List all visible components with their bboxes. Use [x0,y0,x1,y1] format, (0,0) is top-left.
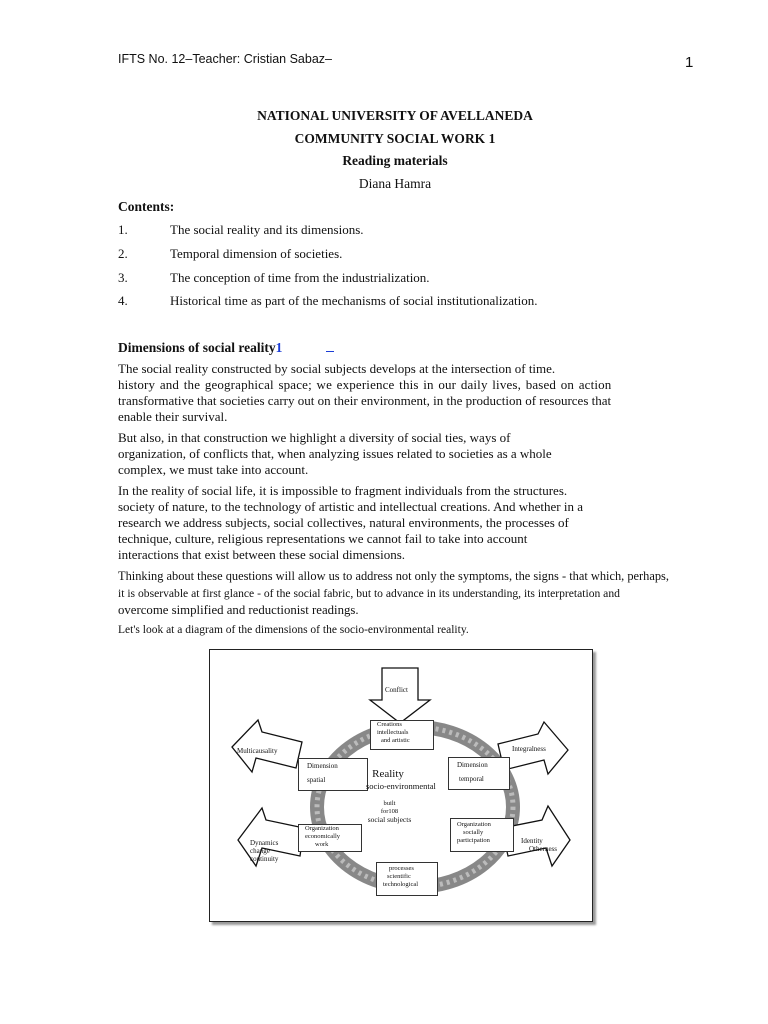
socio-environmental-diagram [209,649,593,922]
text-line: complex, we must take into account. [118,462,309,477]
box-social-organization [450,818,514,852]
conflict-arrow [370,668,430,723]
box-line: Dimension [307,762,338,770]
center-reality [358,768,436,792]
contents-item [118,270,430,286]
box-line: Organization [305,825,339,832]
section-title [118,339,334,356]
text-line: society of nature, to the technology of artistic and intellectual creations. And whether in a [118,499,583,514]
center-built-by [362,800,417,824]
contents-item [118,293,538,309]
item-number: 1. [118,222,128,237]
arrow-label-conflict: Conflict [385,686,408,694]
center-line: socio-environmental [366,781,436,791]
page-number: 1 [685,54,694,71]
center-sub-line: for108 [380,808,399,815]
label-line: Dynamics [250,839,279,847]
text-line: overcome simplified and reductionist readings. [118,603,359,617]
item-text: The conception of time from the industrialization. [170,270,430,285]
text-line: The social reality constructed by social subjects develops at the intersection of time. [118,361,556,376]
box-line: participation [457,837,490,844]
center-line: Reality [372,768,404,780]
header-left: IFTS No. 12–Teacher: Cristian Sabaz– [118,52,332,66]
arrow-label-dynamics [250,839,278,863]
contents-item [118,222,364,238]
box-line: intellectuals [377,729,409,736]
text-line: enable their survival. [118,409,228,424]
box-line: economically [305,833,341,840]
box-line: Organization [457,821,491,828]
text-line: history and the geographical space; we experience this in our daily lives, based on action [118,377,612,392]
arrow-label-multicausality: Multicausality [237,747,278,755]
item-number: 3. [118,270,128,285]
arrow-label-integralness: Integralness [512,745,546,753]
item-number: 4. [118,293,128,308]
text-line: transformative that societies carry out on their environment, in the production of resources that [118,393,612,408]
section-title-text: Dimensions of social reality [118,340,276,355]
multicausality-arrow [232,720,302,772]
box-scientific-processes [376,862,438,896]
box-line: work [315,841,329,848]
item-text: Temporal dimension of societies. [170,246,343,261]
text-line: But also, in that construction we highlight a diversity of social ties, ways of [118,430,511,445]
box-line: socially [463,829,484,836]
label-line: change [250,847,270,855]
box-temporal-dimension [448,757,510,790]
center-sub-line: built [383,800,396,807]
box-line: technological [383,881,419,888]
subtitle: Reading materials [342,153,448,168]
item-number: 2. [118,246,128,261]
paragraph-1 [118,361,611,425]
box-line: temporal [459,775,484,783]
course-title: COMMUNITY SOCIAL WORK 1 [294,131,496,146]
text-line: Thinking about these questions will allow us to address not only the symptoms, the signs - that which, perhaps, [118,569,669,583]
box-creations [370,720,434,750]
label-line: Identity [521,837,543,845]
university-title: NATIONAL UNIVERSITY OF AVELLANEDA [257,108,533,123]
label-line: Otherness [529,845,557,853]
item-text: Historical time as part of the mechanisms of social institutionalization. [170,293,538,308]
text-line: research we address subjects, social collectives, natural environments, the processes of [118,515,569,530]
contents-item [118,246,342,262]
box-line: Dimension [457,761,488,769]
text-line: technique, culture, religious representations we cannot fail to take into account [118,531,528,546]
label-line: continuity [250,855,279,863]
text-line: interactions that exist between these social dimensions. [118,547,406,562]
box-line: spatial [307,776,326,784]
box-line: scientific [387,873,411,880]
box-line: Creations [377,721,402,728]
paragraph-2 [118,430,552,478]
text-line: In the reality of social life, it is impossible to fragment individuals from the structures. [118,483,568,498]
text-line: organization, of conflicts that, when analyzing issues related to societies as a whole [118,446,552,461]
footnote-link[interactable]: 1 [275,340,283,355]
paragraph-4 [118,568,669,619]
contents-heading: Contents: [118,199,175,214]
box-line: processes [389,865,414,872]
diagram-intro: Let's look at a diagram of the dimensions of the socio-environmental reality. [118,624,469,636]
footnote-underline [326,339,334,352]
box-economic-organization [298,824,362,852]
text-line: it is observable at first glance - of the social fabric, but to advance in its understanding, its interpretation and [118,587,620,600]
arrow-label-identity [521,837,557,853]
author: Diana Hamra [358,176,432,191]
paragraph-3 [118,483,583,563]
box-line: and artistic [381,737,410,744]
center-sub-line: social subjects [367,815,412,824]
item-text: The social reality and its dimensions. [170,222,364,237]
